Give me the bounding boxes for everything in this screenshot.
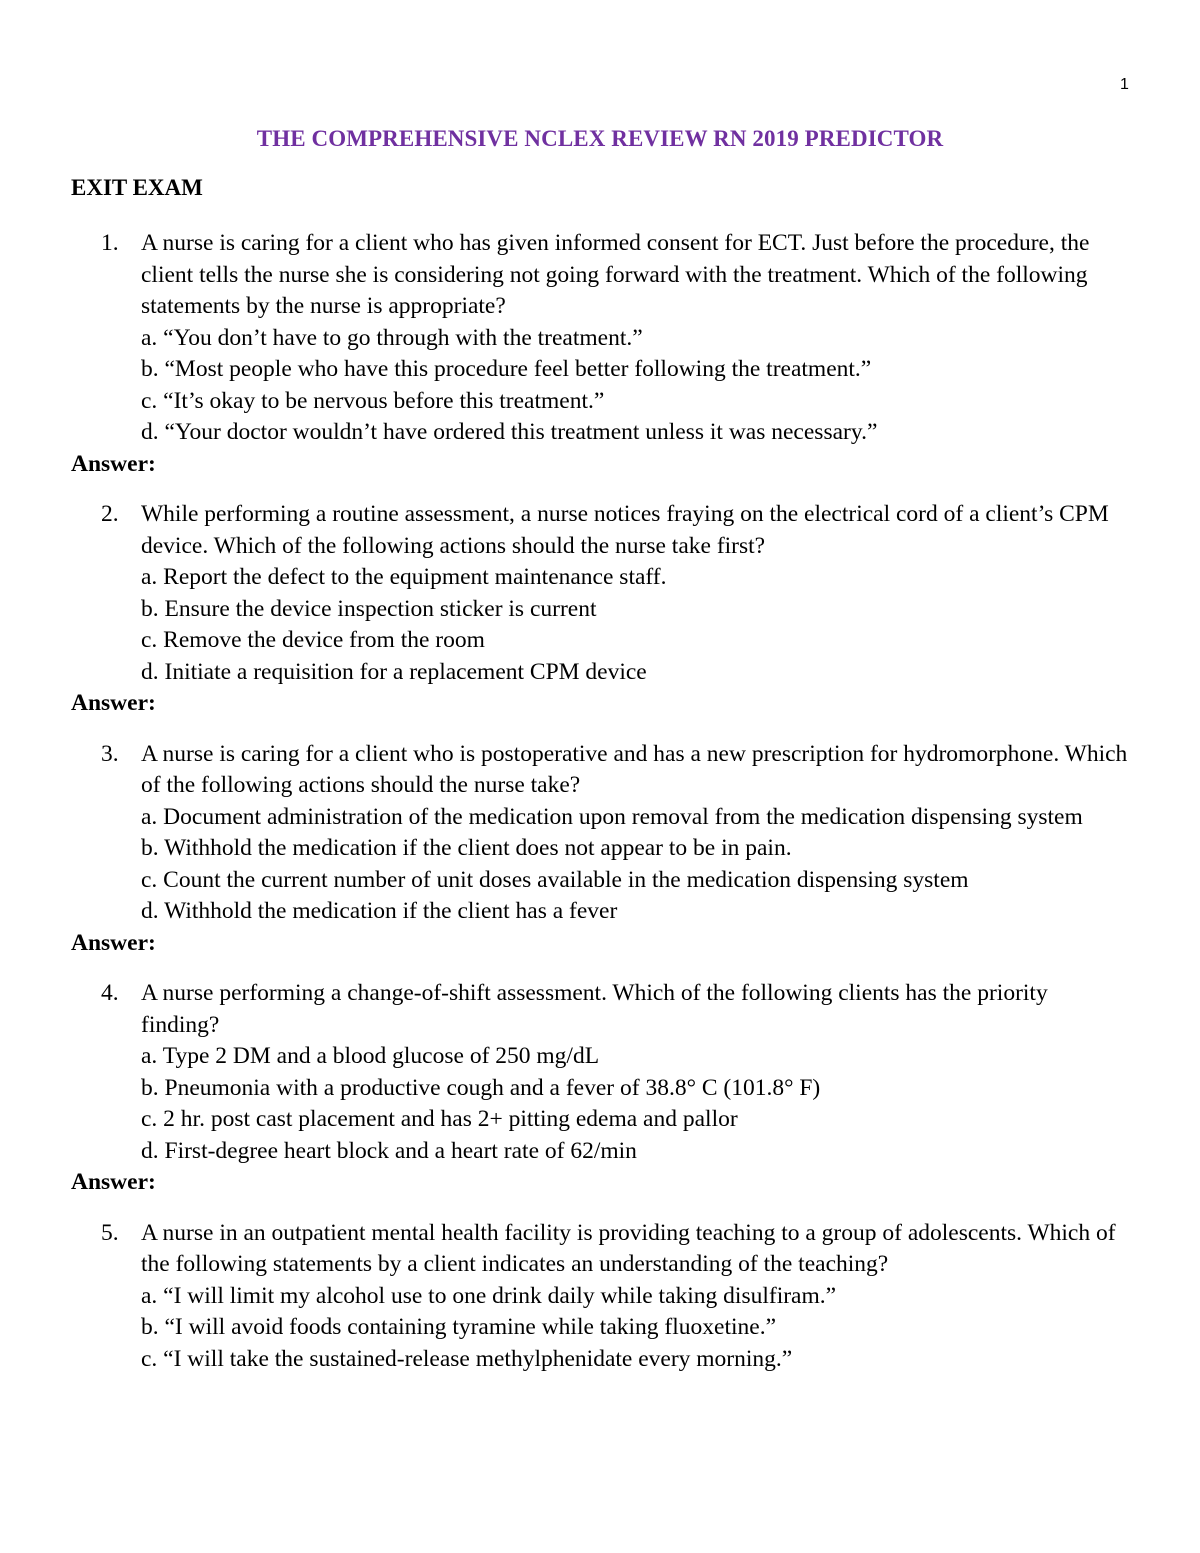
document-title: THE COMPREHENSIVE NCLEX REVIEW RN 2019 PREDICTOR [256,126,944,151]
question-stem [71,499,1131,562]
question-4 [71,978,1131,1199]
answer-option: b. “Most people who have this procedure feel better following the treatment.” [141,356,872,382]
answer-label: Answer: [71,1169,156,1195]
answer-option: b. “I will avoid foods containing tyramine while taking fluoxetine.” [141,1314,776,1340]
question-stem [71,739,1131,802]
question-5 [71,1218,1131,1376]
answer-option: a. Type 2 DM and a blood glucose of 250 mg/dL [141,1043,600,1069]
question-stem-text: A nurse performing a change-of-shift assessment. Which of the following clients has the priority finding? [141,980,1048,1038]
answer-label: Answer: [71,690,156,716]
question-stem-text: A nurse is caring for a client who is postoperative and has a new prescription for hydromorphone. Which of the following actions should the nurse take? [141,740,1128,798]
answer-option: d. Withhold the medication if the client has a fever [141,898,618,924]
answer-option: b. Pneumonia with a productive cough and a fever of 38.8° C (101.8° F) [141,1074,821,1101]
answer-option: a. “I will limit my alcohol use to one drink daily while taking disulfiram.” [141,1282,837,1309]
answer-option: d. “Your doctor wouldn’t have ordered this treatment unless it was necessary.” [141,419,878,445]
question-number: 1. [101,230,119,256]
answer-label: Answer: [71,450,156,477]
answer-label: Answer: [71,929,156,956]
question-stem [71,978,1131,1041]
answer-option: c. Count the current number of unit doses available in the medication dispensing system [141,866,969,893]
section-heading: EXIT EXAM [71,175,203,200]
question-3 [71,739,1131,960]
question-number: 2. [101,501,119,527]
answer-option: d. Initiate a requisition for a replacement CPM device [141,658,647,685]
question-stem-text: A nurse in an outpatient mental health facility is providing teaching to a group of adolescents. Which of the following statements by a client indicates an understanding of the teaching? [141,1219,1116,1277]
question-stem [71,228,1131,323]
answer-option: a. Document administration of the medication upon removal from the medication dispensing system [141,803,1083,830]
answer-option: c. “I will take the sustained-release methylphenidate every morning.” [141,1345,793,1372]
question-1 [71,228,1131,480]
answer-option: c. 2 hr. post cast placement and has 2+ pitting edema and pallor [141,1106,738,1132]
question-number: 4. [101,980,119,1006]
answer-option: a. Report the defect to the equipment maintenance staff. [141,564,667,590]
question-stem [71,1218,1131,1281]
question-number: 5. [101,1219,119,1246]
answer-option: a. “You don’t have to go through with the treatment.” [141,324,643,351]
question-stem-text: A nurse is caring for a client who has given informed consent for ECT. Just before the procedure, the client tells the nurse she is considering not going forward with the treatment. Which of the following statements by the nurse is appropriate? [141,230,1090,319]
question-number: 3. [101,740,119,767]
answer-option: b. Ensure the device inspection sticker is current [141,595,597,622]
answer-option: b. Withhold the medication if the client does not appear to be in pain. [141,835,792,861]
answer-option: c. Remove the device from the room [141,627,485,653]
question-stem-text: While performing a routine assessment, a nurse notices fraying on the electrical cord of a client’s CPM device. Which of the following actions should the nurse take first? [141,501,1109,559]
answer-option: c. “It’s okay to be nervous before this treatment.” [141,387,605,414]
page-number: 1 [1120,76,1129,93]
question-list [71,228,1131,1375]
question-2 [71,499,1131,720]
answer-option: d. First-degree heart block and a heart rate of 62/min [141,1137,637,1164]
